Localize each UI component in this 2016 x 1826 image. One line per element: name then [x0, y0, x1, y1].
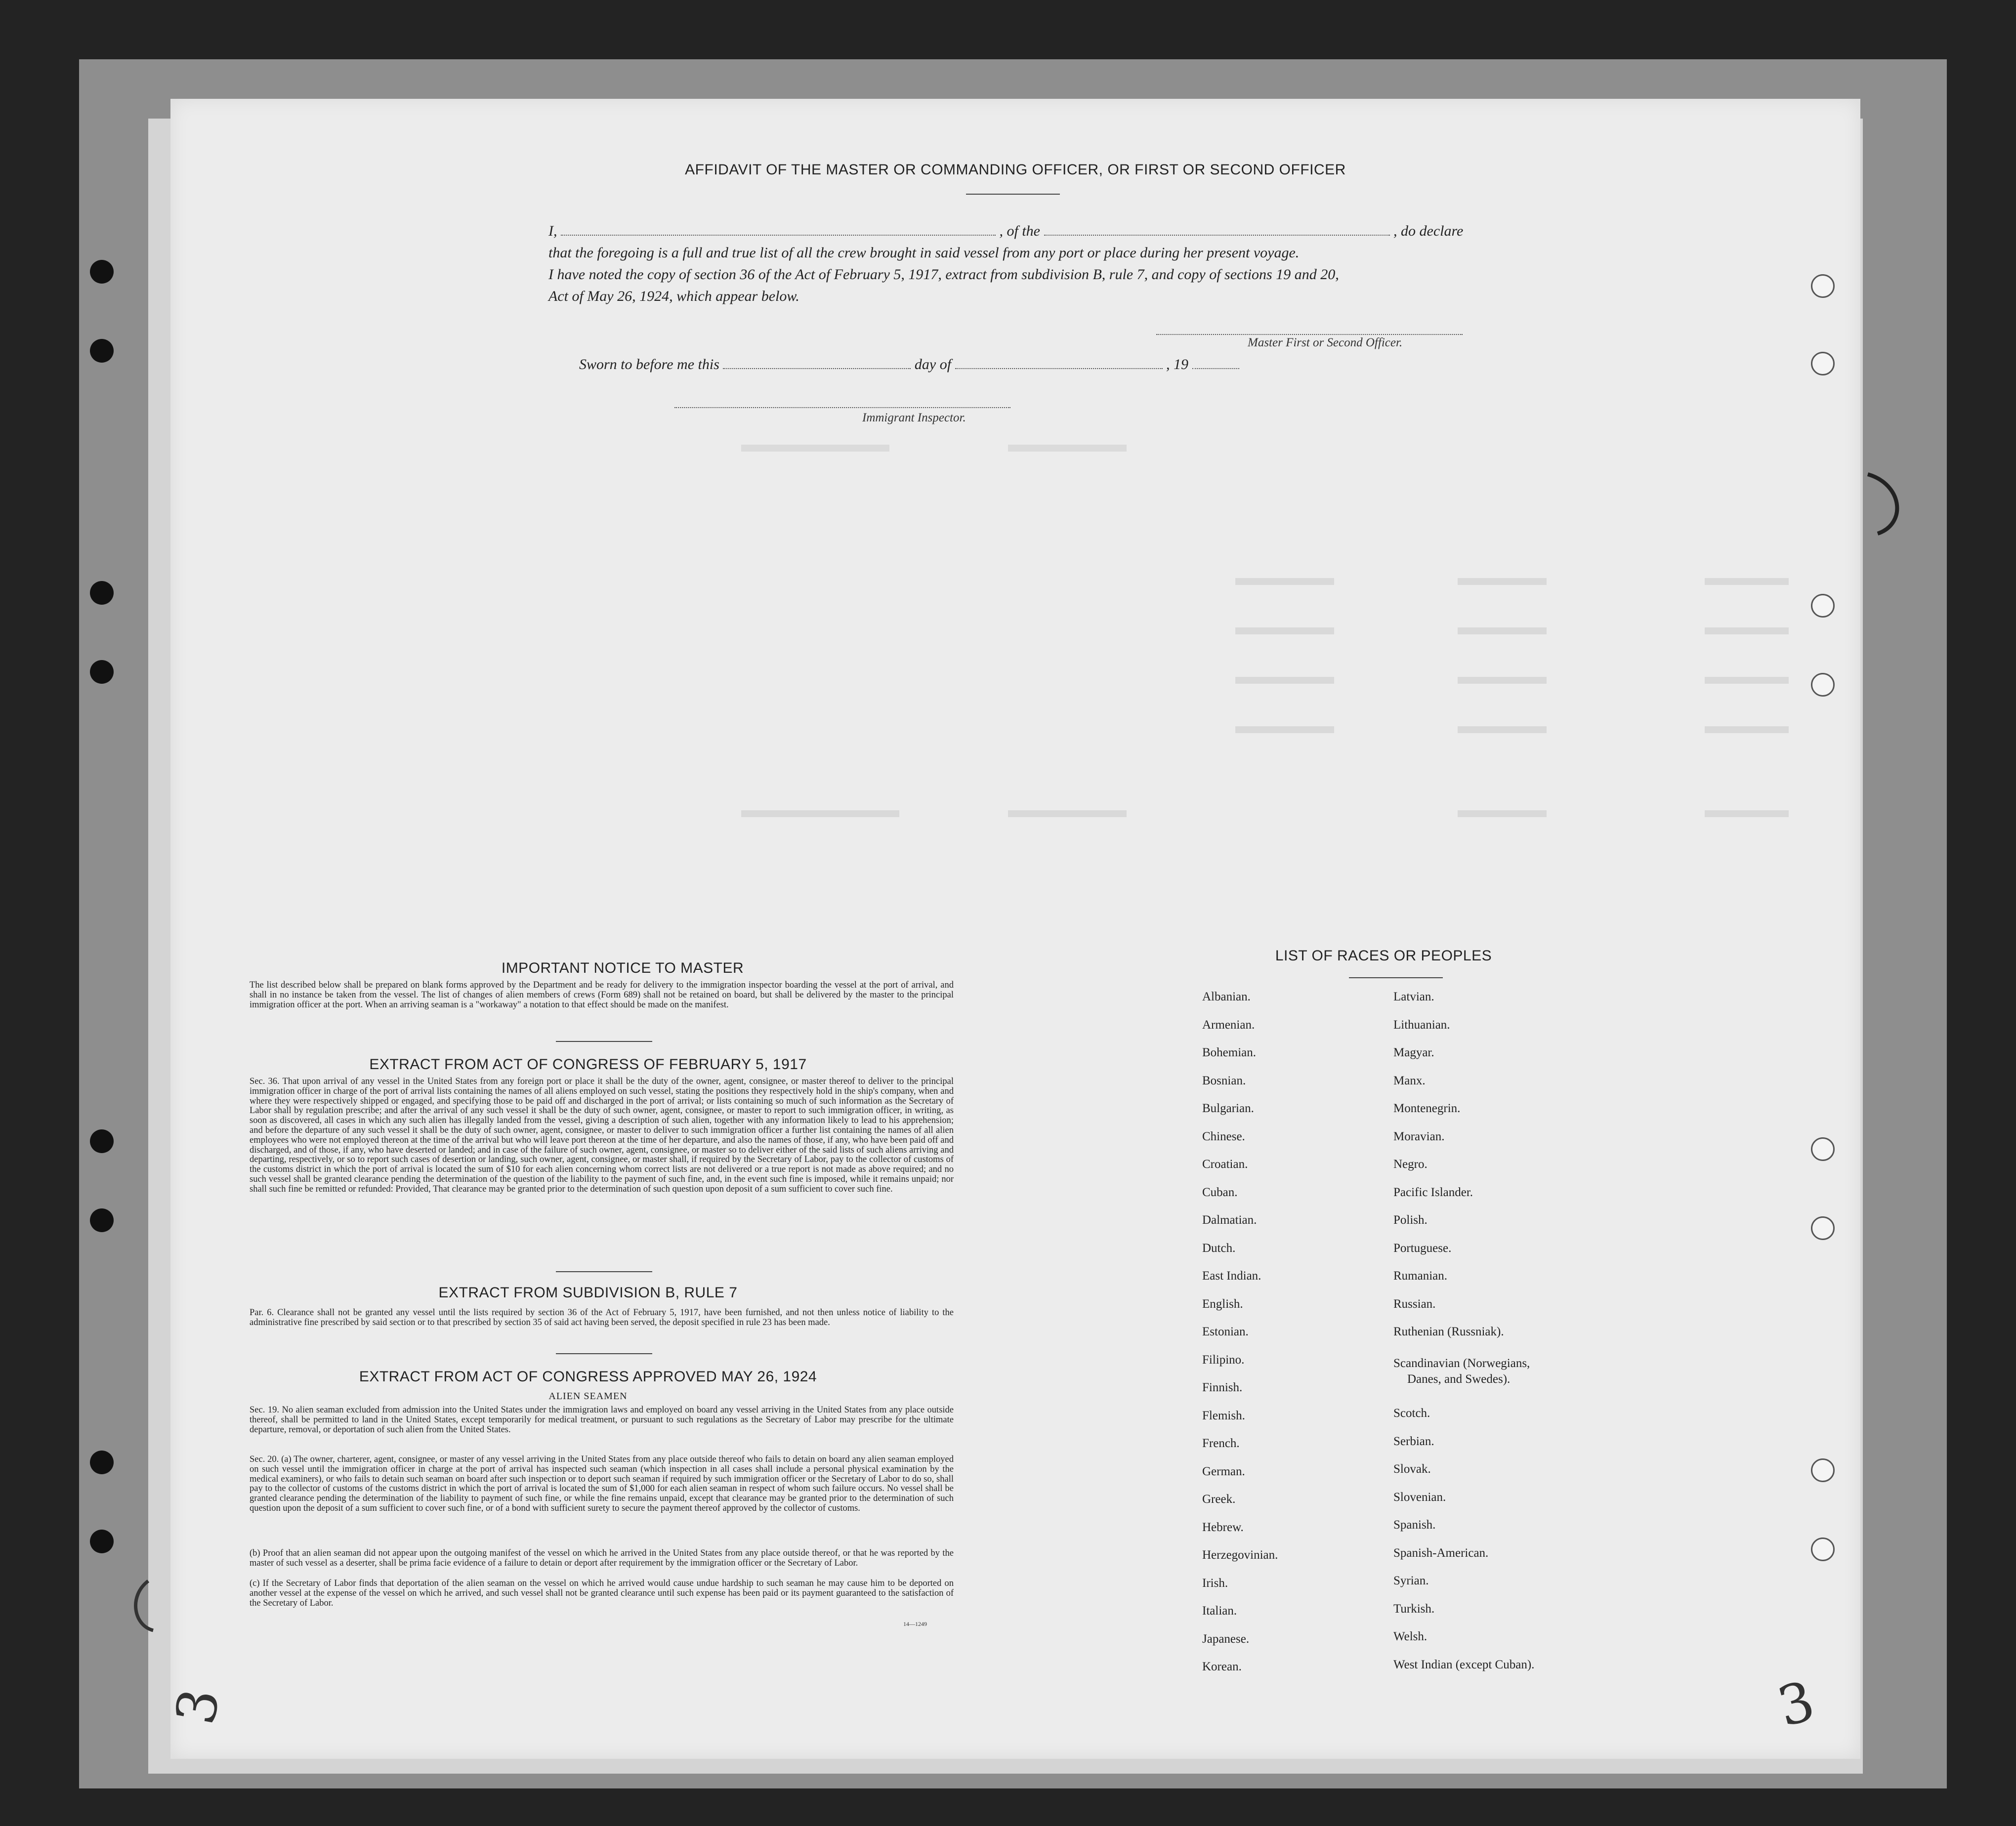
race-item: Slovak.: [1393, 1462, 1431, 1476]
race-item: Pacific Islander.: [1393, 1185, 1473, 1199]
binder-hole: [1811, 1216, 1835, 1240]
affidavit-text-line: that the foregoing is a full and true list of all the crew brought in said vessel from any port or place during her present voyage.: [548, 245, 1300, 261]
extract-1924-sec20a: Sec. 20. (a) The owner, charterer, agent, consignee, or master of any vessel arriving in the United States from any place outside thereof who fails to detain on board any alien seaman employed on such vessel until the immigration officer in charge at the port of arrival has inspected such seaman (which inspection in all cases shall include a personal physical examination by the medical examiners), or who fails to detain such seaman on board after such inspection or to deport such seaman if required by such immigration officer or the Secretary of Labor to do so, shall pay to the collector of customs of the customs district in which the port of arrival is located the sum of $1,000 for each alien seaman in respect of whom such failure occurs. No vessel shall be granted clearance pending the determination of the liability to payment of such fine, or while the fine remains unpaid, except that clearance may be granted prior to the determination of such question upon the deposit of a sum sufficient to cover such fine, or of a bond with sufficient surety to secure the payment thereof approved by the collector of customs.: [250, 1454, 954, 1513]
affidavit-declaration-line: [548, 220, 1482, 242]
binder-hole: [90, 260, 114, 284]
race-item: Bulgarian.: [1202, 1102, 1254, 1115]
page-number-left: 3: [163, 1684, 232, 1729]
race-item: German.: [1202, 1464, 1245, 1478]
binder-hole: [1811, 352, 1835, 375]
extract-rule7-title: EXTRACT FROM SUBDIVISION B, RULE 7: [438, 1285, 738, 1301]
extract-1924-sec20c: (c) If the Secretary of Labor finds that deportation of the alien seaman on the vessel on which he arrived would cause undue hardship to such seaman he may cause him to be deported on another vessel at the expense of the vessel on which he arrived, and such vessel shall not be granted clearance until such expense has been paid or its payment guaranteed to the satisfaction of the Secretary of Labor.: [250, 1578, 954, 1608]
race-item: Italian.: [1202, 1604, 1237, 1618]
race-item: Hebrew.: [1202, 1520, 1244, 1534]
extract-1917-text: Sec. 36. That upon arrival of any vessel in the United States from any foreign port or place it shall be the duty of the owner, agent, consignee, or master thereof to deliver to the principal immigration officer in charge of the port of arrival lists containing the names of all aliens employed on such vessel, stating the positions they respectively hold in the ship's company, when and where they were respectively shipped or engaged, and specifying those to be paid off and discharged in the port of arrival; or lists containing so much of such information as the Secretary of Labor shall by regulation prescribe; and after the arrival of any such vessel it shall be the duty of such owner, agent, consignee, or master to report to such immigration officer, in writing, as soon as discovered, all cases in which any such alien has illegally landed from the vessel, giving a description of such alien, together with any information likely to lead to his apprehension; and before the departure of any such vessel it shall be the duty of such owner, agent, consignee, or master to deliver to such immigration officer a further list containing the names of all alien employees who were not employed thereon at the time of the arrival but who will leave port thereon at the time of her departure, and also the names of those, if any, who have been paid off and discharged, and of those, if any, who have deserted or landed; and in case of the failure of such owner, agent, consignee, or master so to deliver either of the said lists of such aliens arriving and departing, respectively, or so to report such cases of desertion or landing, such owner, agent, consignee, or master shall, if required by the Secretary of Labor, pay to the collector of customs of the customs district in which the port of arrival is located the sum of $10 for each alien concerning whom correct lists are not delivered or a true report is not made as above required; and no such vessel shall be granted clearance pending the determination of the question of the liability to the payment of such fine, and, in the event such fine is imposed, while it remains unpaid; nor shall such fine be remitted or refunded: Provided, That clearance may be granted prior to the determination of such question upon deposit of a sum sufficient to cover such fine.: [250, 1077, 954, 1194]
race-item: Greek.: [1202, 1493, 1236, 1506]
affidavit-of-the-label: , of the: [999, 223, 1040, 239]
divider: [556, 1271, 652, 1272]
master-signature-field[interactable]: [1156, 334, 1463, 335]
race-item: Lithuanian.: [1393, 1018, 1450, 1032]
races-right-column: [1393, 990, 1534, 1686]
race-item: Scandinavian (Norwegians,: [1393, 1357, 1530, 1370]
year-label: , 19: [1166, 356, 1189, 373]
race-item: Croatian.: [1202, 1158, 1248, 1171]
race-item: Spanish-American.: [1393, 1546, 1489, 1560]
vessel-name-field[interactable]: [1044, 223, 1390, 236]
race-item: Manx.: [1393, 1074, 1426, 1087]
race-item: West Indian (except Cuban).: [1393, 1658, 1535, 1671]
race-item: Filipino.: [1202, 1353, 1245, 1367]
sworn-day-field[interactable]: [723, 356, 911, 369]
races-left-column: [1202, 990, 1278, 1688]
race-item: French.: [1202, 1437, 1240, 1450]
sworn-month-field[interactable]: [955, 356, 1163, 369]
race-item: Turkish.: [1393, 1602, 1435, 1616]
affidavit-declare-label: , do declare: [1393, 223, 1464, 239]
race-item: Polish.: [1393, 1213, 1428, 1227]
race-item: Bohemian.: [1202, 1046, 1257, 1059]
race-item: Korean.: [1202, 1660, 1242, 1673]
race-item: Bosnian.: [1202, 1074, 1246, 1087]
bleed-through: [741, 445, 1779, 889]
race-item: Herzegovinian.: [1202, 1548, 1278, 1562]
affidavit-text-line: Act of May 26, 1924, which appear below.: [548, 288, 799, 304]
divider: [556, 1041, 652, 1042]
extract-rule7-text: Par. 6. Clearance shall not be granted any vessel until the lists required by section 36 of the Act of February 5, 1917, have been furnished, and not then unless notice of liability to the administrative fine prescribed by said section or to that prescribed by section 35 of said act having been served, the deposit specified in rule 23 has been made.: [250, 1308, 954, 1328]
race-item: Latvian.: [1393, 990, 1434, 1003]
race-item: Chinese.: [1202, 1129, 1245, 1143]
inspector-label: Immigrant Inspector.: [862, 411, 966, 424]
race-item: Rumanian.: [1393, 1269, 1448, 1283]
binder-hole: [1811, 274, 1835, 298]
races-title: LIST OF RACES OR PEOPLES: [1275, 948, 1492, 964]
race-item: Japanese.: [1202, 1632, 1250, 1646]
race-item: Ruthenian (Russniak).: [1393, 1325, 1504, 1338]
binder-hole: [90, 1530, 114, 1553]
binder-hole: [90, 339, 114, 363]
divider: [966, 194, 1060, 195]
race-item: Finnish.: [1202, 1381, 1243, 1394]
binder-hole: [90, 1208, 114, 1232]
race-item: Slovenian.: [1393, 1490, 1446, 1504]
notice-title: IMPORTANT NOTICE TO MASTER: [501, 960, 744, 976]
divider: [556, 1353, 652, 1354]
race-item: Syrian.: [1393, 1574, 1429, 1587]
race-item: Flemish.: [1202, 1409, 1245, 1422]
race-item: Irish.: [1202, 1576, 1228, 1590]
affidavit-title: AFFIDAVIT OF THE MASTER OR COMMANDING OFFICER, OR FIRST OR SECOND OFFICER: [685, 162, 1346, 178]
binder-hole: [90, 1129, 114, 1153]
race-item: Russian.: [1393, 1297, 1436, 1311]
race-item: Moravian.: [1393, 1129, 1445, 1143]
race-item: Albanian.: [1202, 990, 1251, 1003]
race-item: Scotch.: [1393, 1407, 1430, 1420]
binder-hole: [1811, 673, 1835, 697]
race-item: Serbian.: [1393, 1434, 1434, 1448]
race-item: Negro.: [1393, 1158, 1428, 1171]
binder-hole: [1811, 594, 1835, 618]
sworn-line: [579, 354, 1513, 375]
affidavit-i-label: I,: [548, 223, 557, 239]
race-item: Magyar.: [1393, 1046, 1434, 1059]
race-item: Montenegrin.: [1393, 1102, 1461, 1115]
race-item: Spanish.: [1393, 1518, 1436, 1532]
affidavit-text-line: I have noted the copy of section 36 of the Act of February 5, 1917, extract from subdivision B, rule 7, and copy of sections 19 and 20,: [548, 266, 1339, 283]
race-item: Dalmatian.: [1202, 1213, 1257, 1227]
officer-name-field[interactable]: [561, 223, 996, 236]
race-item: Cuban.: [1202, 1185, 1238, 1199]
race-item: Welsh.: [1393, 1630, 1428, 1643]
extract-1924-sec19: Sec. 19. No alien seaman excluded from admission into the United States under the immigration laws and employed on board any vessel arriving in the United States from any place outside thereof, shall be permitted to land in the United States, except temporarily for medical treatment, or pursuant to such regulations as the Secretary of Labor may prescribe for the ultimate departure, removal, or deportation of such alien from the United States.: [250, 1405, 954, 1435]
race-item: Armenian.: [1202, 1018, 1255, 1032]
inspector-signature-field[interactable]: [674, 407, 1010, 408]
binder-hole: [1811, 1458, 1835, 1482]
page-number-right: 3: [1771, 1669, 1821, 1739]
binder-hole: [90, 660, 114, 684]
binder-hole: [90, 1451, 114, 1474]
extract-1924-sec20b: (b) Proof that an alien seaman did not appear upon the outgoing manifest of the vessel on which he arrived in the United States from any place outside thereof, or that he was reported by the master of such vessel as a deserter, shall be prima facie evidence of a failure to detain or deport after requirement by the immigration officer or the Secretary of Labor.: [250, 1548, 954, 1568]
master-signature-label: Master First or Second Officer.: [1248, 336, 1403, 349]
race-item: Danes, and Swedes).: [1407, 1372, 1511, 1386]
form-number: 14—1249: [903, 1620, 927, 1627]
race-item: East Indian.: [1202, 1269, 1261, 1283]
notice-text: The list described below shall be prepared on blank forms approved by the Department and be ready for delivery to the immigration inspector boarding the vessel at the port of arrival, and shall in no instance be taken from the vessel. The list of changes of alien members of crews (Form 689) shall not be retained on board, but shall be delivered by the master to the principal immigration officer at the port. When an arriving seaman is a "workaway" a notation to that effect should be made on the manifest.: [250, 980, 954, 1010]
binder-hole: [1811, 1537, 1835, 1561]
race-item: Dutch.: [1202, 1241, 1236, 1255]
day-of-label: day of: [914, 356, 952, 373]
alien-seamen-subtitle: ALIEN SEAMEN: [548, 1391, 628, 1402]
extract-1924-title: EXTRACT FROM ACT OF CONGRESS APPROVED MAY 26, 1924: [359, 1369, 817, 1385]
race-item: English.: [1202, 1297, 1243, 1311]
race-item: Estonian.: [1202, 1325, 1249, 1338]
sworn-label: Sworn to before me this: [579, 356, 719, 373]
divider: [1349, 977, 1443, 978]
binder-hole: [1811, 1137, 1835, 1161]
race-item: Portuguese.: [1393, 1241, 1452, 1255]
extract-1917-title: EXTRACT FROM ACT OF CONGRESS OF FEBRUARY 5, 1917: [369, 1056, 807, 1073]
binder-hole: [90, 581, 114, 605]
sworn-year-field[interactable]: [1192, 356, 1239, 369]
